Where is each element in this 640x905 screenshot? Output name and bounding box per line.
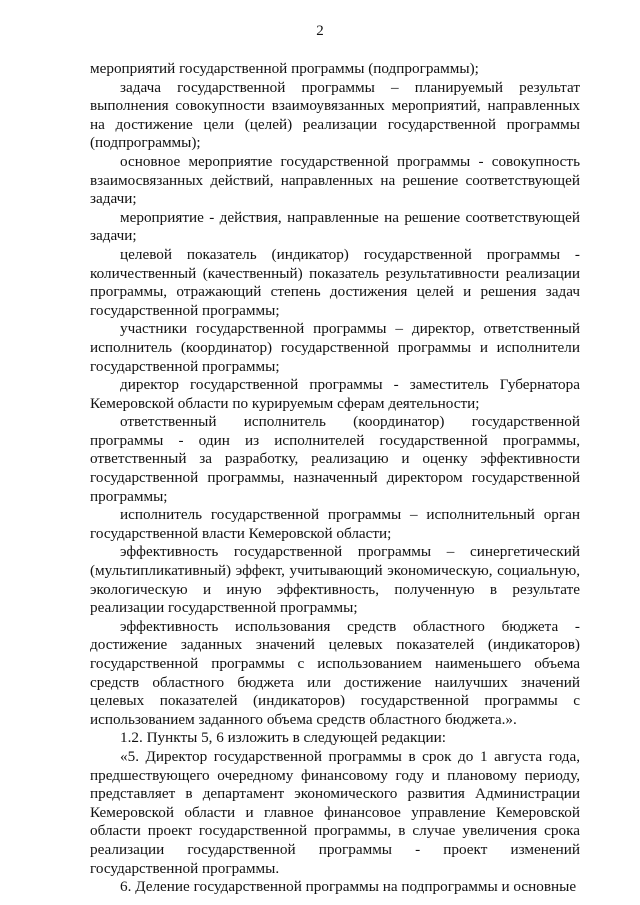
paragraph-definition-task: задача государственной программы – планируемый результат выполнения совокупности взаимоувязанных мероприятий, направленных на достижение цели (целей) реализации государственной программы (подпрограммы); — [90, 78, 580, 152]
paragraph-continuation: мероприятий государственной программы (подпрограммы); — [90, 60, 479, 77]
paragraph-item-6: 6. Деление государственной программы на подпрограммы и основные — [120, 878, 577, 896]
paragraph-definition-director: директор государственной программы - заместитель Губернатора Кемеровской области по курируемым сферам деятельности; — [90, 376, 580, 412]
page-number: 2 — [316, 23, 324, 39]
paragraph-definition-main-activity: основное мероприятие государственной программы - совокупность взаимосвязанных действий, направленных на решение соответствующей задачи; — [90, 152, 580, 208]
paragraph-definition-participants: участники государственной программы – директор, ответственный исполнитель (координатор) государственной программы и исполнители государственной программы; — [90, 320, 580, 375]
paragraph-definition-program-efficiency: эффективность государственной программы – синергетический (мультипликативный) эффект, учитывающий экономическую, социальную, экологическую и иную эффективность, полученную в результате реализации государственной программы; — [90, 543, 580, 617]
document-body — [90, 60, 580, 897]
paragraph-definition-target-indicator: целевой показатель (индикатор) государственной программы - количественный (качественный) показатель результативности реализации программы, отражающий степень достижения целей и решения задач государственной программы; — [90, 245, 580, 319]
paragraph-item-5: «5. Директор государственной программы в срок до 1 августа года, предшествующего очередному финансовому году и плановому периоду, представляет в департамент экономического развития Администрации Кемеровской области и главное финансовое управление Кемеровской области проект государственной программы, в случае увеличения срока реализации государственной программы - проект изменений государственной программы. — [90, 747, 580, 877]
paragraph-definition-responsible-executor: ответственный исполнитель (координатор) государственной программы - один из исполнителей государственной программы, ответственный за разработку, реализацию и оценку эффективности государственной программы, назначенный директором государственной программы; — [90, 413, 580, 505]
paragraph-definition-budget-efficiency: эффективность использования средств областного бюджета - достижение заданных значений целевых показателей (индикаторов) государственной программы с использованием наименьшего объема средств областного бюджета или достижение наилучших значений целевых показателей (индикаторов) государственной программы с использованием заданного объема средств областного бюджета.». — [90, 617, 580, 728]
paragraph-amendment-1-2: 1.2. Пункты 5, 6 изложить в следующей редакции: — [120, 729, 447, 747]
paragraph-definition-executor: исполнитель государственной программы – исполнительный орган государственной власти Кемеровской области; — [90, 506, 580, 542]
paragraph-definition-activity: мероприятие - действия, направленные на решение соответствующей задачи; — [90, 208, 580, 245]
